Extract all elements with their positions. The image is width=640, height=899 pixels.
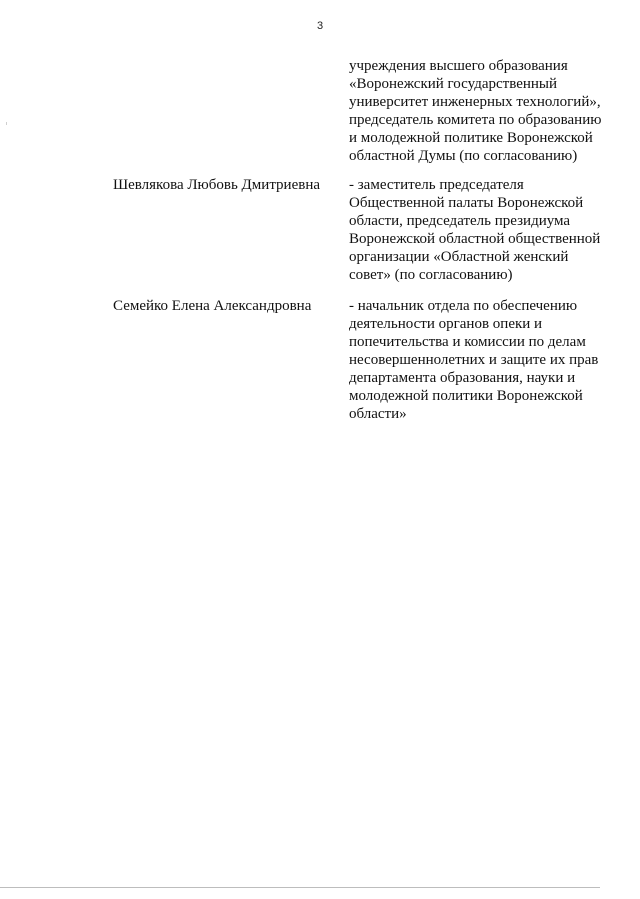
scan-speck bbox=[6, 122, 7, 125]
description-line: - заместитель председателя bbox=[349, 177, 524, 193]
description-line: несовершеннолетних и защите их прав bbox=[349, 352, 599, 368]
member-description bbox=[349, 297, 619, 423]
description-line: «Воронежский государственный bbox=[349, 76, 558, 92]
description-line: совет» (по согласованию) bbox=[349, 267, 513, 283]
description-line: молодежной политики Воронежской bbox=[349, 388, 583, 404]
description-line: Общественной палаты Воронежской bbox=[349, 195, 584, 211]
description-line: председатель комитета по образованию bbox=[349, 112, 602, 128]
member-description bbox=[349, 176, 619, 284]
description-line: и молодежной политике Воронежской bbox=[349, 130, 593, 146]
description-line: области, председатель президиума bbox=[349, 213, 571, 229]
description-line: организации «Областной женский bbox=[349, 249, 569, 265]
continuation-description bbox=[349, 57, 619, 165]
member-name: Шевлякова Любовь Дмитриевна bbox=[113, 177, 321, 193]
description-line: департамента образования, науки и bbox=[349, 370, 576, 386]
scan-edge-line bbox=[0, 887, 600, 888]
description-line: области» bbox=[349, 406, 407, 422]
description-line: университет инженерных технологий», bbox=[349, 94, 601, 110]
description-line: попечительства и комиссии по делам bbox=[349, 334, 586, 350]
description-line: - начальник отдела по обеспечению bbox=[349, 298, 578, 314]
description-line: учреждения высшего образования bbox=[349, 58, 568, 74]
description-line: Воронежской областной общественной bbox=[349, 231, 601, 247]
page-number: 3 bbox=[316, 20, 324, 32]
description-line: областной Думы (по согласованию) bbox=[349, 148, 578, 164]
description-line: деятельности органов опеки и bbox=[349, 316, 543, 332]
member-name: Семейко Елена Александровна bbox=[113, 298, 312, 314]
